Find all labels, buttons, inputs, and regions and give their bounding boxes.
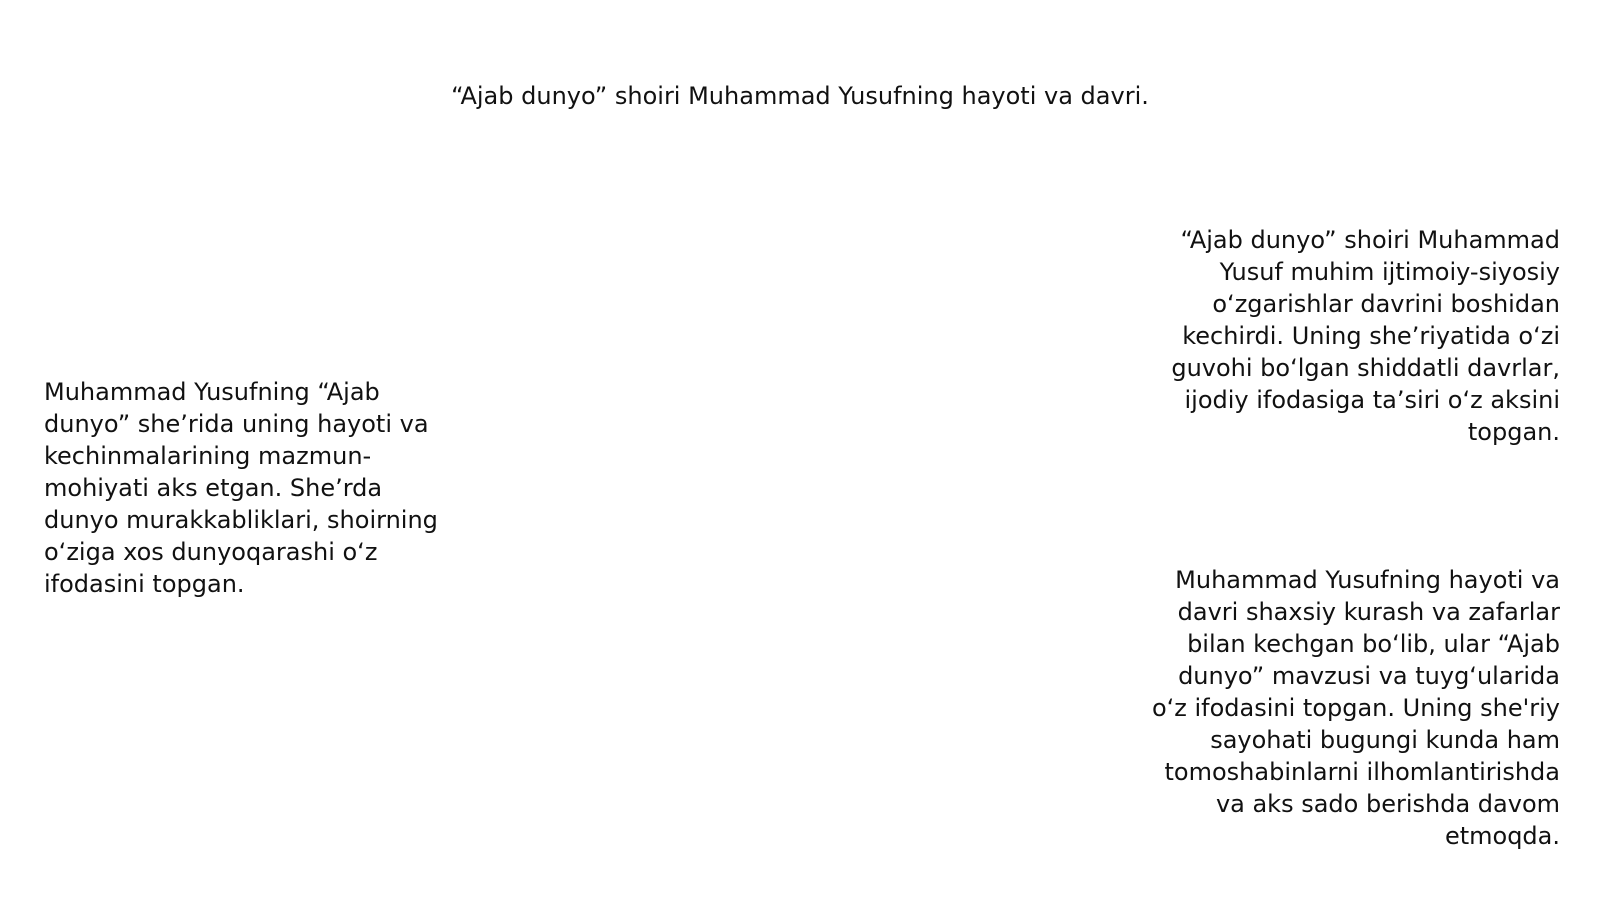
left-text-block: Muhammad Yusufning “Ajab dunyo” she’rida uning hayoti va kechinmalarining mazmun-mohiyati aks etgan. She’rda dunyo murakkabliklari, shoirning o‘ziga xos dunyoqarashi o‘z ifodasini topgan. [44, 378, 438, 598]
right-bottom-text-block: Muhammad Yusufning hayoti va davri shaxsiy kurash va zafarlar bilan kechgan bo‘lib, ular “Ajab dunyo” mavzusi va tuyg‘ularida o‘z ifodasini topgan. Uning she'riy sayohati bugungi kunda ham tomoshabinlarni ilhomlantirishda va aks sado berishda davom etmoqda. [1151, 566, 1560, 850]
slide-title: “Ajab dunyo” shoiri Muhammad Yusufning hayoti va davri. [451, 82, 1149, 110]
right-top-text-block: “Ajab dunyo” shoiri Muhammad Yusuf muhim ijtimoiy-siyosiy o‘zgarishlar davrini boshidan kechirdi. Uning she’riyatida o‘zi guvohi bo‘lgan shiddatli davrlar, ijodiy ifodasiga ta’siri o‘z aksini topgan. [1171, 226, 1560, 446]
